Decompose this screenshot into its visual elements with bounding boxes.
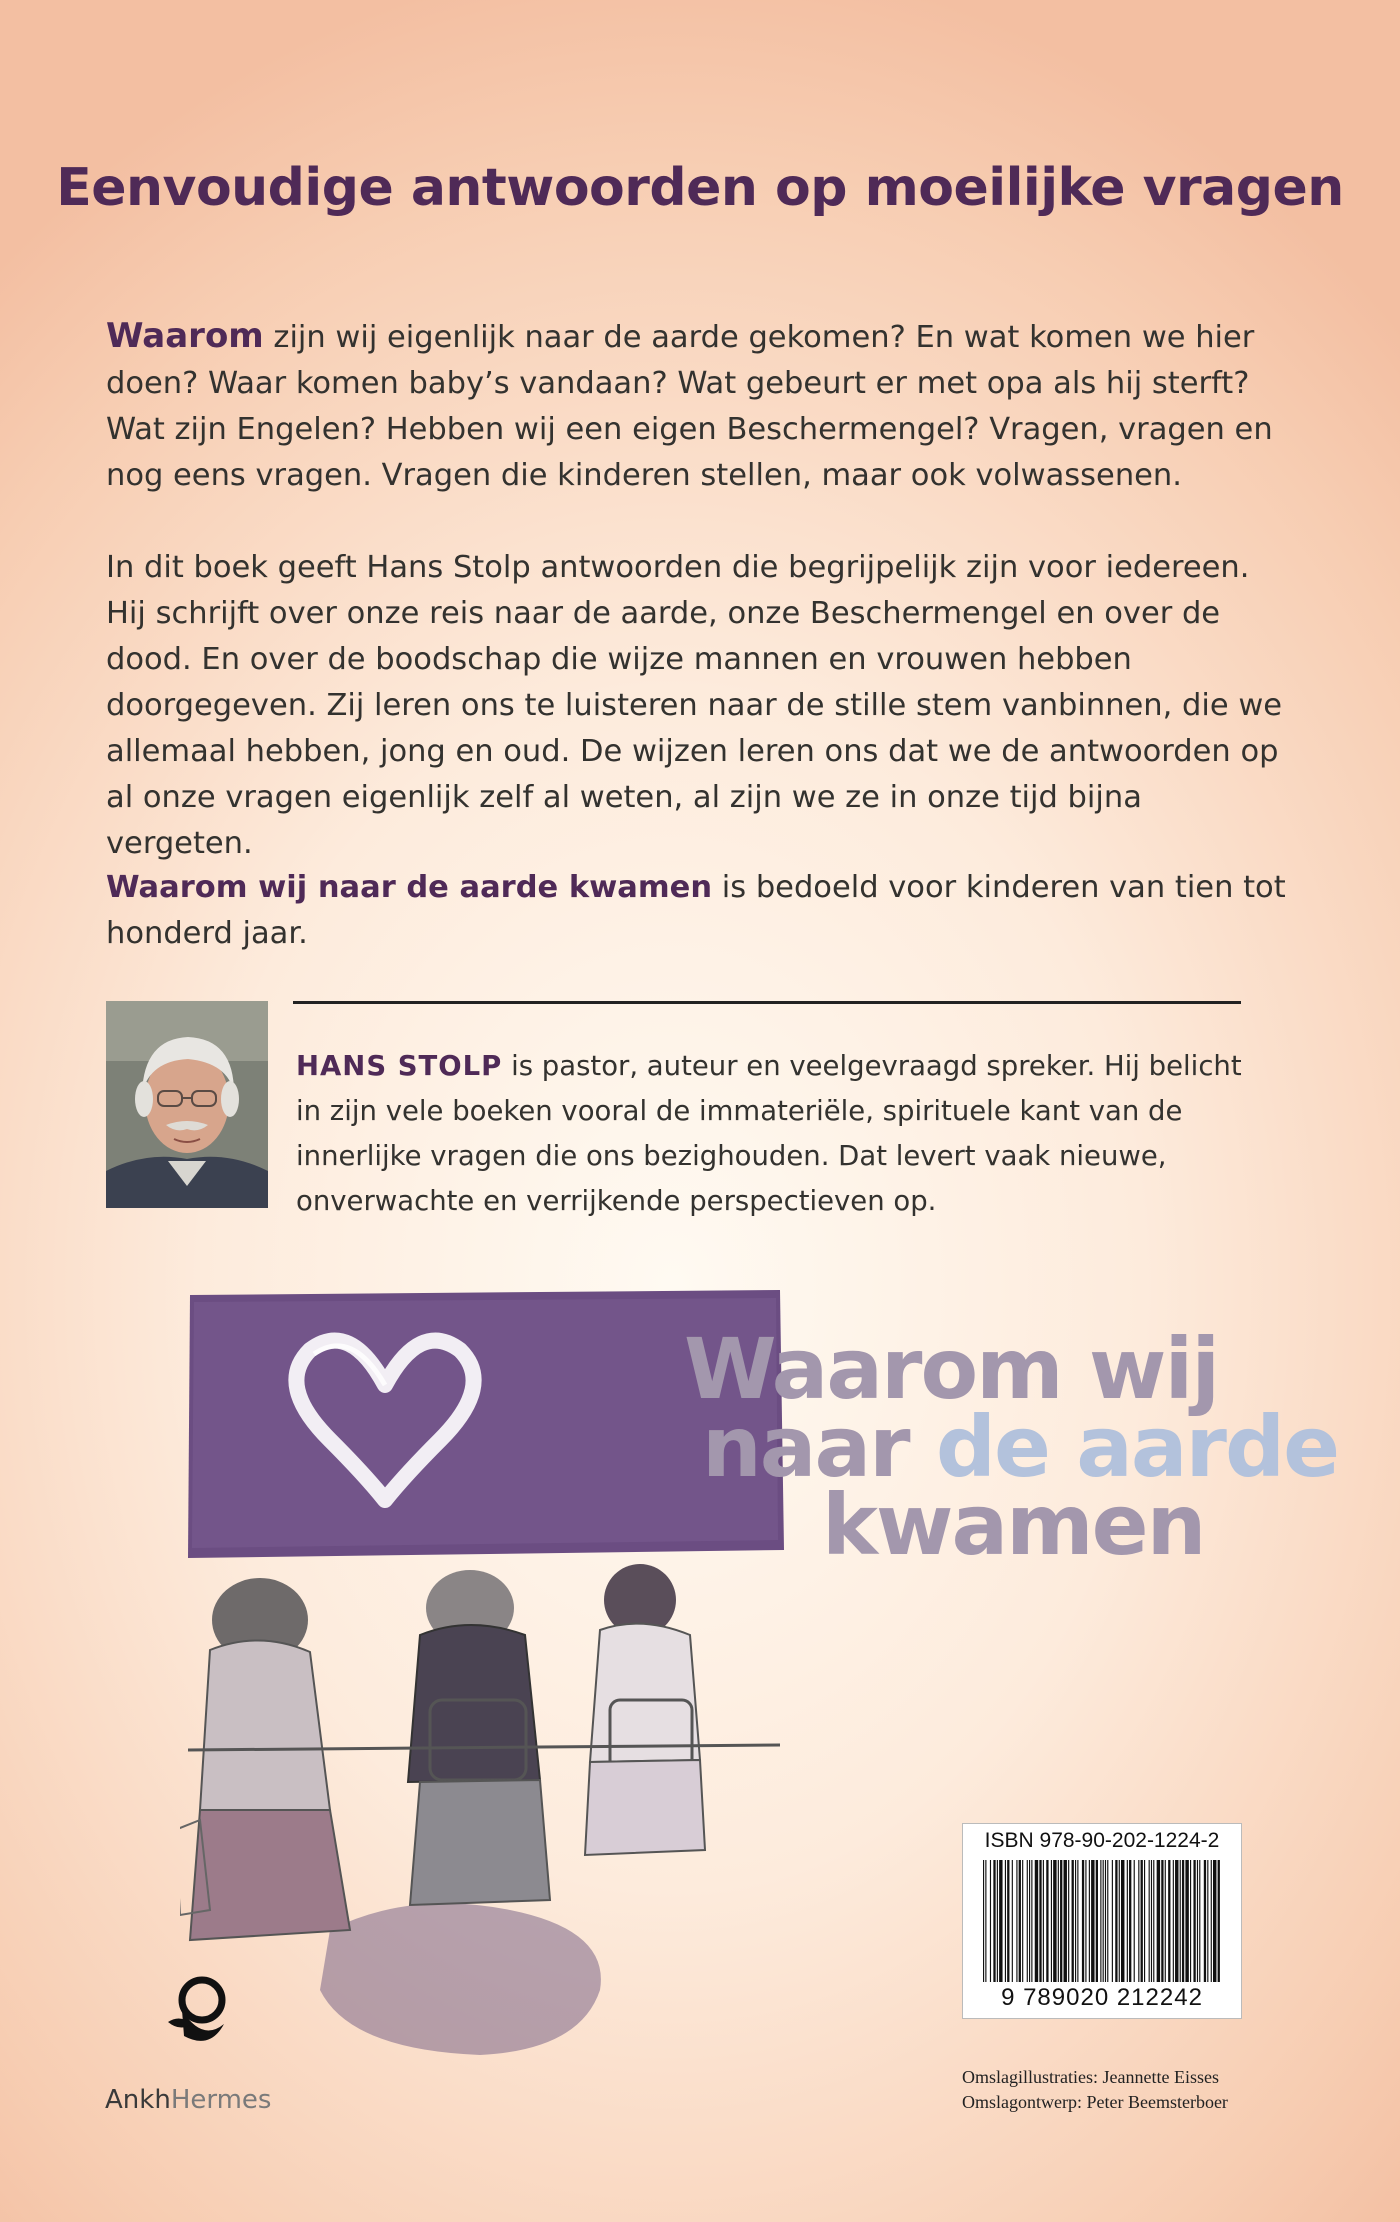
author-photo-illustration xyxy=(106,1001,268,1208)
cover-title-line-2 xyxy=(684,1398,1344,1496)
barcode-bar xyxy=(1151,1860,1152,1982)
barcode-bar xyxy=(1119,1860,1120,1982)
barcode-bar xyxy=(1211,1860,1212,1982)
barcode-bar xyxy=(1207,1860,1208,1982)
barcode-bar xyxy=(1144,1860,1145,1982)
author-name: HANS STOLP xyxy=(296,1050,503,1082)
barcode-bar xyxy=(990,1860,991,1982)
barcode-bar xyxy=(1100,1860,1101,1982)
barcode-bar xyxy=(1182,1860,1184,1982)
barcode-panel xyxy=(962,1823,1242,2019)
barcode-bar xyxy=(1012,1860,1013,1982)
barcode-bar xyxy=(1075,1860,1076,1982)
design-credit: Omslagontwerp: Peter Beemsterboer xyxy=(962,2092,1228,2112)
barcode-bar xyxy=(1064,1860,1067,1982)
barcode-bar xyxy=(1121,1860,1124,1982)
barcode-bar xyxy=(1149,1860,1150,1982)
barcode-bar xyxy=(1112,1860,1113,1982)
author-bio-text: is pastor, auteur en veelgevraagd spreker. Hij belicht in zijn vele boeken vooral de immateriële, spirituele kant van de innerlijke vragen die ons bezighouden. Dat levert vaak nieuwe, onverwachte en verrijkende perspectieven op. xyxy=(296,1050,1242,1217)
cover-title xyxy=(684,1320,1344,1574)
barcode-bar xyxy=(1072,1860,1074,1982)
author-bio xyxy=(296,1044,1256,1224)
barcode-bar xyxy=(983,1860,984,1982)
barcode-bar xyxy=(1089,1860,1090,1982)
barcode-bar xyxy=(1129,1860,1131,1982)
isbn-number: ISBN 978-90-202-1224-2 xyxy=(984,1829,1220,1852)
barcode-bar xyxy=(1213,1860,1216,1982)
ankh-hermes-logo-icon xyxy=(162,1972,242,2052)
barcode-bar xyxy=(985,1860,986,1982)
barcode-bar xyxy=(1005,1860,1006,1982)
barcode-bar xyxy=(1193,1860,1195,1982)
cover-title-line-1: Waarom wij xyxy=(684,1320,1219,1418)
intro-lead-word: Waarom xyxy=(106,316,264,356)
illustration-credit: Omslagillustraties: Jeannette Eisses xyxy=(962,2067,1219,2087)
barcode-bar xyxy=(1141,1860,1143,1982)
barcode-bar xyxy=(1103,1860,1104,1982)
barcode-bar xyxy=(1107,1860,1108,1982)
barcode-bar xyxy=(1153,1860,1154,1982)
barcode-bar xyxy=(1031,1860,1032,1982)
headline: Eenvoudige antwoorden op moeilijke vragen xyxy=(56,158,1344,218)
barcode-bar xyxy=(1175,1860,1178,1982)
barcode-bar xyxy=(1138,1860,1139,1982)
audience-paragraph xyxy=(106,865,1296,957)
barcode-bar xyxy=(1091,1860,1094,1982)
barcode-bar xyxy=(1043,1860,1044,1982)
barcode-bar xyxy=(1204,1860,1206,1982)
publisher-name-ankh: Ankh xyxy=(105,2085,171,2115)
barcode-bar xyxy=(1019,1860,1021,1982)
publisher-name-hermes: Hermes xyxy=(170,2085,272,2115)
barcode-bar xyxy=(1085,1860,1086,1982)
barcode-bar xyxy=(1127,1860,1128,1982)
audience-book-title: Waarom wij naar de aarde kwamen xyxy=(106,870,713,905)
barcode-bar xyxy=(1173,1860,1174,1982)
barcode-bar xyxy=(999,1860,1002,1982)
barcode-bar xyxy=(1115,1860,1117,1982)
barcode-bar xyxy=(1022,1860,1023,1982)
cover-title-de-aarde: de aarde xyxy=(935,1398,1339,1496)
barcode-digits: 9 789020 212242 xyxy=(1001,1984,1203,2011)
barcode-bar xyxy=(1046,1860,1048,1982)
barcode-bar xyxy=(1039,1860,1041,1982)
barcode-bar xyxy=(1058,1860,1059,1982)
intro-paragraph xyxy=(106,313,1296,499)
barcode-bar xyxy=(1060,1860,1062,1982)
description-paragraph: In dit boek geeft Hans Stolp antwoorden die begrijpelijk zijn voor iedereen. Hij schrijft over onze reis naar de aarde, onze Beschermengel en over de dood. En over de boodschap die wijze mannen en vrouwen hebben doorgegeven. Zij leren ons te luisteren naar de stille stem vanbinnen, die we allemaal hebben, jong en oud. De wijzen leren ons dat we de antwoorden op al onze vragen eigenlijk zelf al weten, al zijn we ze in onze tijd bijna vergeten. xyxy=(106,550,1283,861)
barcode-bar xyxy=(1035,1860,1038,1982)
barcode-bar xyxy=(1007,1860,1009,1982)
intro-text: zijn wij eigenlijk naar de aarde gekomen? En wat komen we hier doen? Waar komen baby’s vandaan? Wat gebeurt er met opa als hij sterft? Wat zijn Engelen? Hebben wij een eigen Beschermengel? Vragen, vragen en nog eens vragen. Vragen die kinderen stellen, maar ook volwassenen. xyxy=(106,320,1273,493)
cover-title-naar: naar xyxy=(702,1398,936,1496)
barcode-bar xyxy=(1082,1860,1084,1982)
barcode-bar xyxy=(1180,1860,1181,1982)
barcode-bar xyxy=(1027,1860,1028,1982)
barcode-bar xyxy=(1218,1860,1220,1982)
cover-title-line-3: kwamen xyxy=(822,1476,1205,1574)
barcode-image xyxy=(983,1860,1221,1982)
barcode-bar xyxy=(1161,1860,1163,1982)
barcode-bar xyxy=(1157,1860,1160,1982)
barcode-bar xyxy=(993,1860,995,1982)
barcode-bar xyxy=(1068,1860,1069,1982)
cover-credits xyxy=(962,2065,1282,2115)
author-photo xyxy=(106,1001,268,1208)
audience-text: is bedoeld voor kinderen van tien tot honderd jaar. xyxy=(106,870,1286,951)
barcode-bar xyxy=(1096,1860,1098,1982)
barcode-bar xyxy=(1051,1860,1052,1982)
barcode-bar xyxy=(1029,1860,1030,1982)
barcode-bar xyxy=(1105,1860,1106,1982)
barcode-bar xyxy=(997,1860,998,1982)
barcode-bar xyxy=(1168,1860,1170,1982)
barcode-bar xyxy=(1197,1860,1198,1982)
barcode-bar xyxy=(1053,1860,1056,1982)
barcode-bar xyxy=(1165,1860,1166,1982)
barcode-bar xyxy=(1185,1860,1188,1982)
publisher-name xyxy=(105,2085,271,2115)
barcode-bar xyxy=(1190,1860,1191,1982)
barcode-bar xyxy=(1199,1860,1200,1982)
barcode-bar xyxy=(1134,1860,1135,1982)
author-divider xyxy=(293,1001,1241,1004)
barcode-bar xyxy=(1077,1860,1078,1982)
barcode-bar xyxy=(1016,1860,1017,1982)
